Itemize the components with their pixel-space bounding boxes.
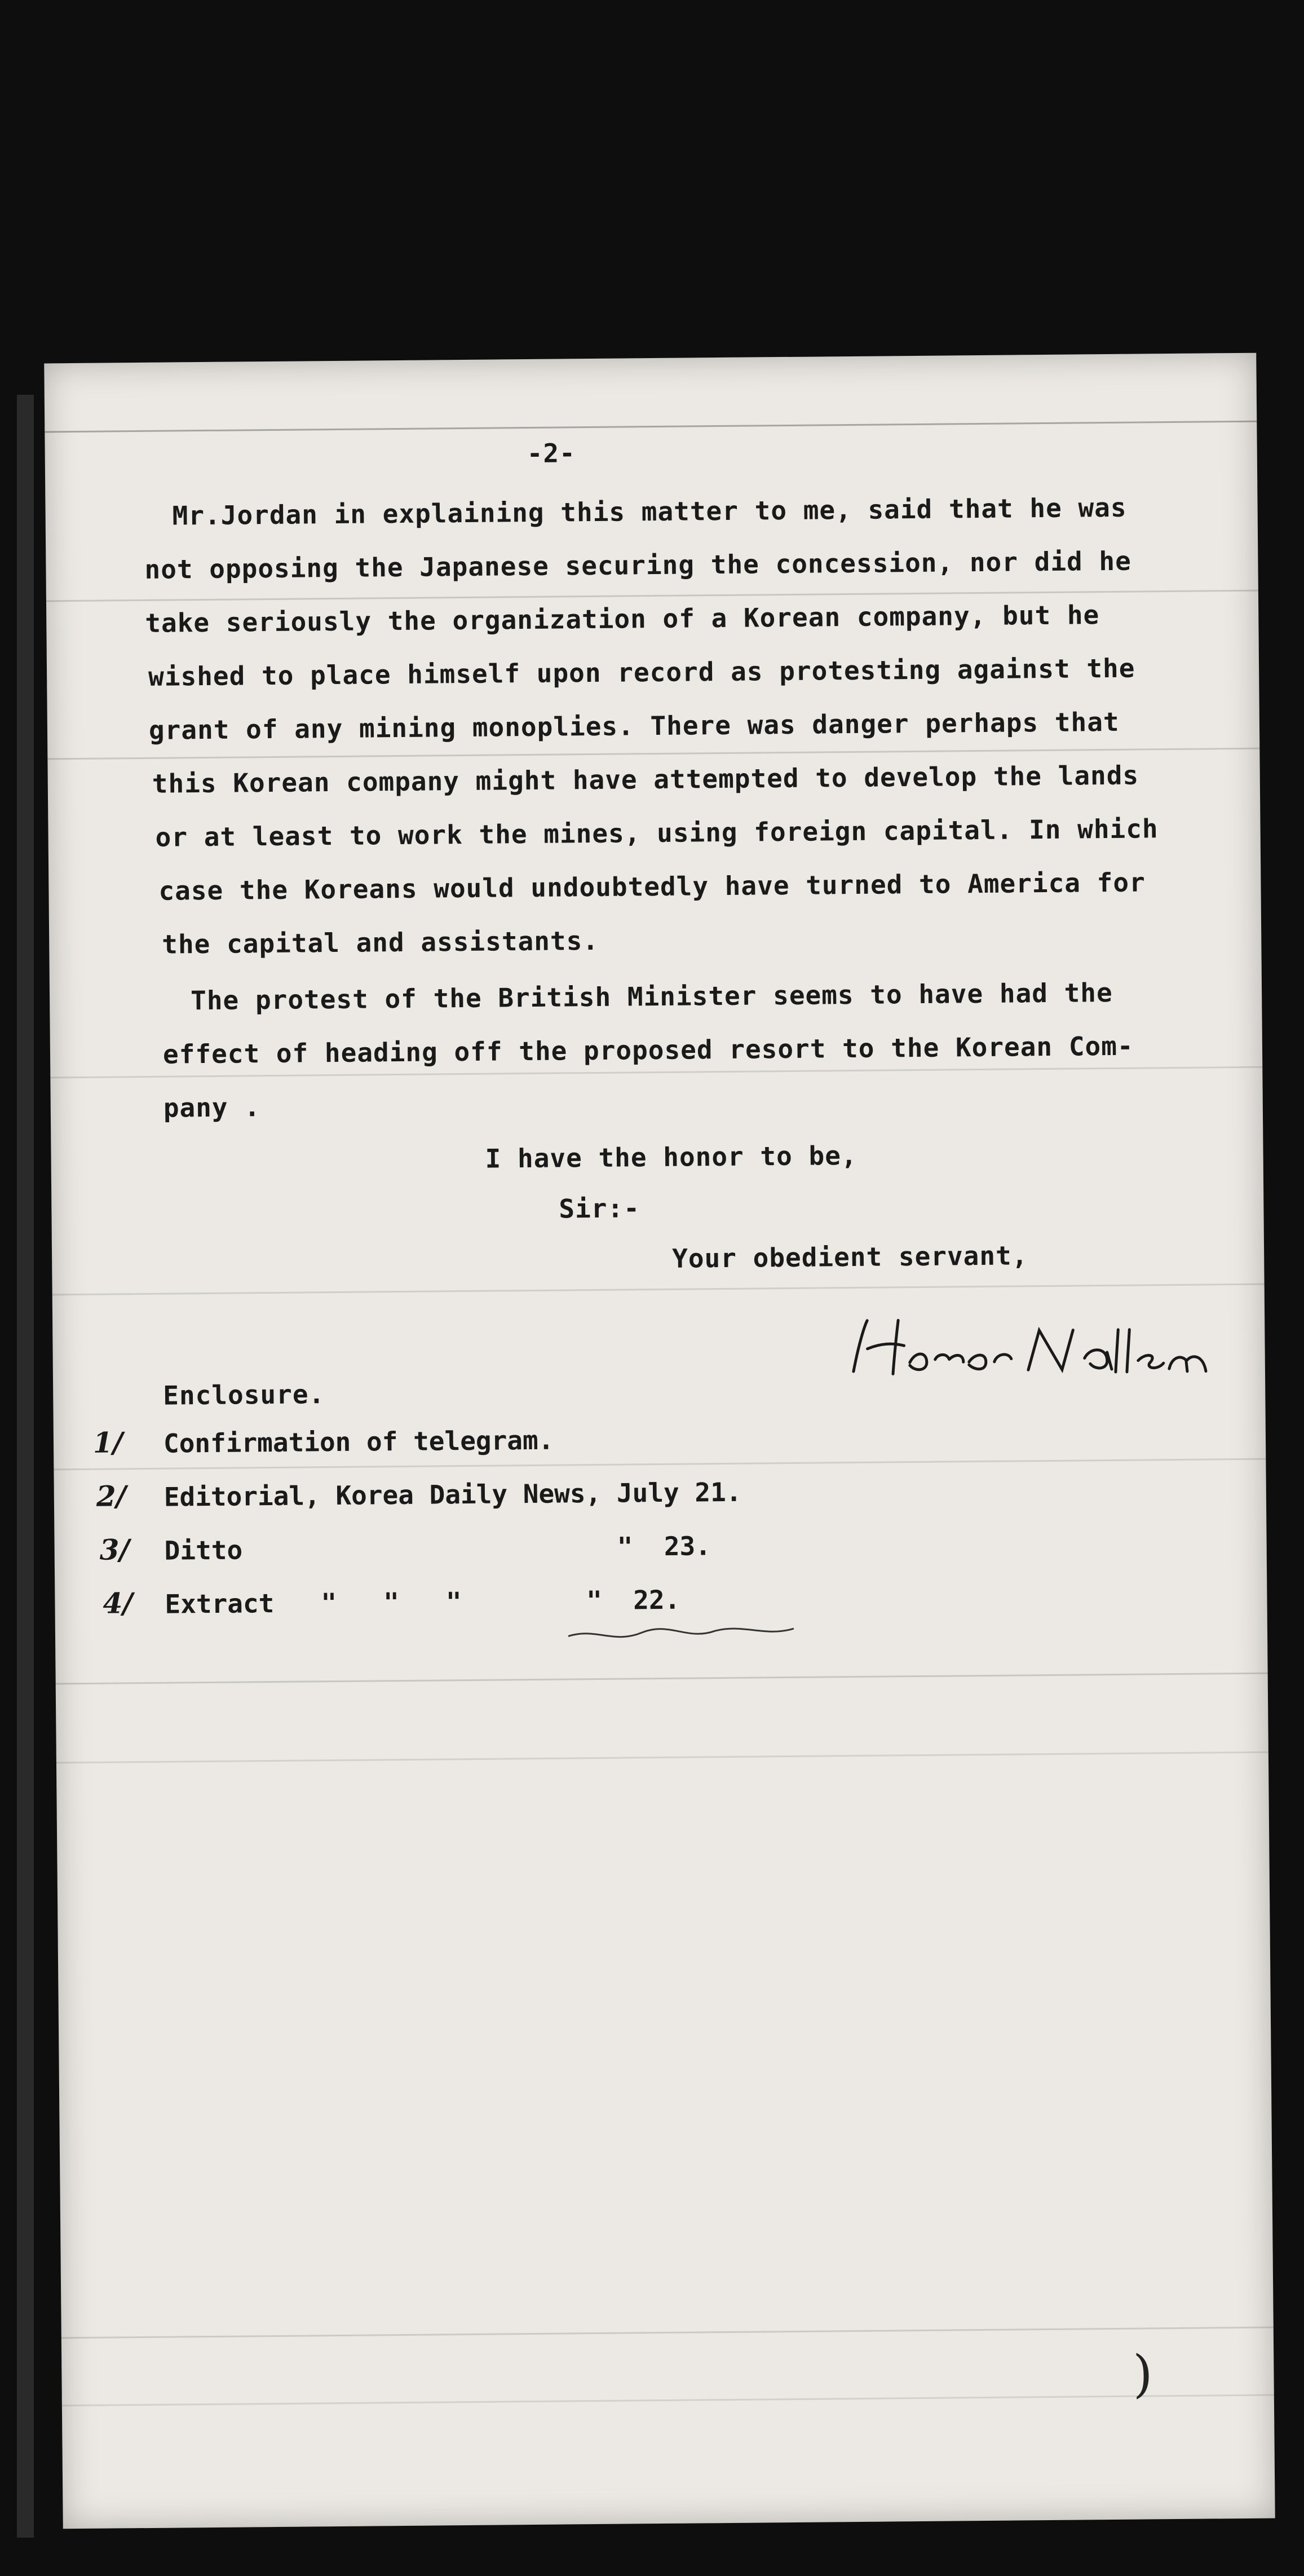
closing-honor: I have the honor to be, [485, 1140, 857, 1174]
body-line: pany . [163, 1092, 261, 1123]
closing-salutation: Sir:- [559, 1193, 640, 1224]
enclosure-number: 4/ [103, 1586, 133, 1620]
body-line: case the Koreans would undoubtedly have turned to America for [158, 867, 1146, 906]
enclosure-number: 3/ [99, 1533, 130, 1567]
enclosure-item: Editorial, Korea Daily News, July 21. [163, 1476, 742, 1512]
body-line: this Korean company might have attempted to develop the lands [152, 760, 1139, 799]
enclosure-number: 2/ [96, 1479, 127, 1513]
margin-mark: ) [1133, 2344, 1153, 2404]
document-page [44, 353, 1275, 2529]
page-number: -2- [527, 438, 576, 469]
enclosure-item: Confirmation of telegram. [163, 1424, 554, 1459]
body-line: take seriously the organization of a Korean company, but he [145, 599, 1100, 638]
body-line: Mr.Jordan in explaining this matter to me, said that he was [172, 492, 1127, 531]
body-line: the capital and assistants. [162, 925, 599, 960]
body-line: The protest of the British Minister seems to have had the [190, 977, 1113, 1016]
body-line: not opposing the Japanese securing the concession, nor did he [144, 545, 1132, 585]
body-line: or at least to work the mines, using foreign capital. In which [155, 813, 1159, 853]
scribble-mark [563, 1615, 800, 1651]
body-line: grant of any mining monoplies. There was danger perhaps that [148, 706, 1120, 746]
enclosure-title: Enclosure. [163, 1379, 325, 1411]
enclosure-item: Extract " " " " 22. [165, 1584, 680, 1620]
page-edge [17, 395, 34, 2538]
enclosure-number: 1/ [92, 1426, 123, 1459]
body-line: effect of heading off the proposed resort to the Korean Com- [162, 1030, 1134, 1070]
body-line: wished to place himself upon record as protesting against the [148, 652, 1135, 692]
closing-servant: Your obedient servant, [671, 1240, 1028, 1274]
enclosure-item: Ditto " 23. [164, 1530, 711, 1566]
signature-image [842, 1306, 1226, 1388]
